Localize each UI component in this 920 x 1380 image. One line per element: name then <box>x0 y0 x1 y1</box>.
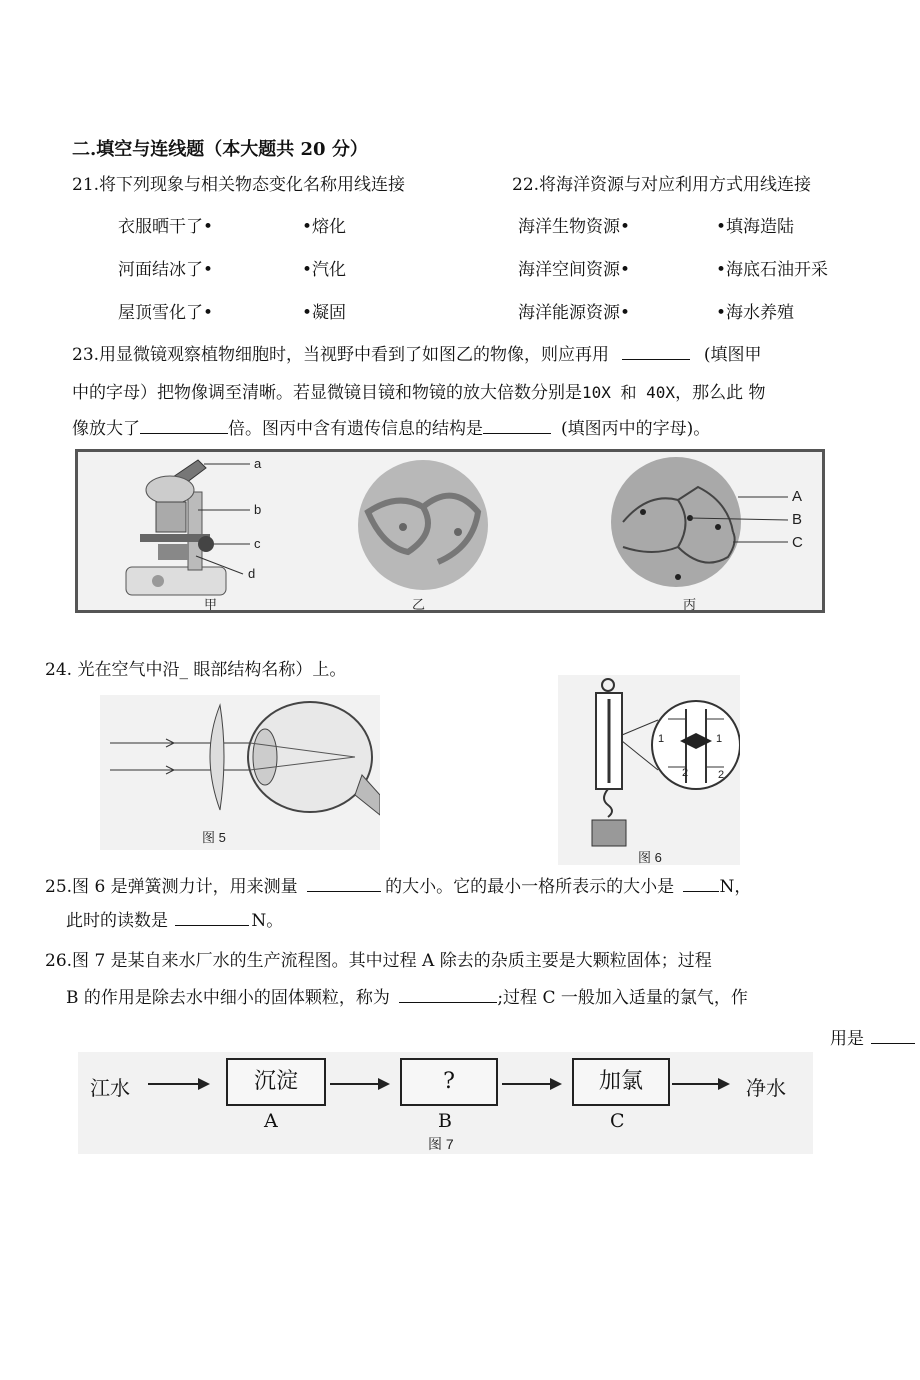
q21-right-item: •凝固 <box>302 303 347 323</box>
q21-right-item: •熔化 <box>302 217 347 237</box>
q25-line2-text: 此时的读数是 <box>66 911 168 931</box>
scale-mark: 2 <box>718 769 725 781</box>
q26-line3 <box>830 1024 915 1049</box>
q25-line1 <box>45 872 751 897</box>
q23-line1 <box>72 340 762 365</box>
q25-blank-3[interactable] <box>175 911 249 926</box>
flow-step-b-box: ? <box>400 1058 498 1106</box>
q23-line3-mid: 倍。图丙中含有遗传信息的结构是 <box>228 419 483 439</box>
caption-bing: 丙 <box>683 597 697 612</box>
q25-line1-mid: 的大小。它的最小一格所表示的大小是 <box>385 877 675 897</box>
q23-line3-tail: (填图丙中的字母)。 <box>561 419 711 439</box>
q23-line3-text: 像放大了 <box>72 419 140 439</box>
q25-blank-1[interactable] <box>307 877 381 892</box>
q26-line2-tail: ;过程 C 一般加入适量的氯气，作 <box>497 988 748 1008</box>
q23-line2-tail: ，那么此 物 <box>675 383 766 403</box>
q26-line2-text: B 的作用是除去水中细小的固体颗粒，称为 <box>66 988 390 1008</box>
figure-5-caption: 图 5 <box>202 830 226 845</box>
q23-blank-2[interactable] <box>140 419 228 434</box>
eye-icon <box>248 702 380 815</box>
figure-5 <box>100 695 380 850</box>
label-B: B <box>792 511 803 528</box>
flow-step-c-box: 加氯 <box>572 1058 670 1106</box>
label-C: C <box>792 534 803 551</box>
label-b: b <box>254 502 262 517</box>
figure-6 <box>558 675 740 865</box>
figure-6-caption: 图 6 <box>638 850 662 865</box>
flow-start: 江水 <box>90 1076 130 1100</box>
q25-blank-2[interactable] <box>683 877 719 892</box>
flow-end: 净水 <box>746 1076 786 1100</box>
q22-right-item: •填海造陆 <box>716 217 795 237</box>
flow-letter-a: A <box>264 1110 278 1132</box>
scale-mark: 1 <box>658 733 665 745</box>
q25-line2-tail: N。 <box>251 911 284 931</box>
section-title: 二.填空与连线题（本大题共 20 分） <box>72 139 368 160</box>
q21-left-item: 衣服晒干了• <box>118 217 214 237</box>
q26-line2 <box>66 983 748 1008</box>
cell-view-yi <box>358 460 488 590</box>
q25-line1-text: 25.图 6 是弹簧测力计，用来测量 <box>45 877 298 897</box>
caption-yi: 乙 <box>412 597 426 612</box>
label-c: c <box>254 536 261 551</box>
q26-line3-text: 用是 <box>830 1029 864 1049</box>
eye-diagram-svg <box>100 695 380 850</box>
q22-right-item: •海水养殖 <box>716 303 795 323</box>
q25-line1-tail: N， <box>719 877 752 897</box>
label-a: a <box>254 456 262 471</box>
figure-7-caption: 图 7 <box>428 1136 454 1152</box>
q23-blank-1[interactable] <box>622 345 690 360</box>
q21-right-item: •汽化 <box>302 260 347 280</box>
q22-prompt: 22.将海洋资源与对应利用方式用线连接 <box>512 175 812 195</box>
scale-mark: 1 <box>716 733 723 745</box>
q23-line3 <box>72 414 710 439</box>
q23-blank-3[interactable] <box>483 419 551 434</box>
q21-left-item: 屋顶雪化了• <box>118 303 214 323</box>
flow-letter-c: C <box>610 1110 625 1132</box>
q26-line1: 26.图 7 是某自来水厂水的生产流程图。其中过程 A 除去的杂质主要是大颗粒固体；过程 <box>45 951 712 971</box>
spring-scale-icon <box>592 679 626 846</box>
flow-letter-b: B <box>438 1110 452 1132</box>
q21-left-item: 河面结冰了• <box>118 260 214 280</box>
microscope-icon <box>126 460 226 595</box>
microscope-figure-svg <box>78 452 822 610</box>
q23-line2-text: 中的字母）把物像调至清晰。若显微镜目镜和物镜的放大倍数分别是 <box>72 383 582 403</box>
label-d: d <box>248 566 256 581</box>
figure-7 <box>78 1052 813 1154</box>
q23-figure <box>75 449 825 613</box>
cell-view-bing <box>611 457 741 587</box>
q23-magnification: 10X 和 40X <box>582 383 676 402</box>
caption-jia: 甲 <box>204 597 218 612</box>
q26-blank-1[interactable] <box>399 988 497 1003</box>
q24-text: 24. 光在空气中沿_ 眼部结构名称）上。 <box>45 660 347 680</box>
scale-mark: 2 <box>682 767 689 779</box>
label-A: A <box>792 488 803 505</box>
q21-prompt: 21.将下列现象与相关物态变化名称用线连接 <box>72 175 406 195</box>
q22-left-item: 海洋空间资源• <box>518 260 631 280</box>
q26-blank-2[interactable] <box>871 1029 915 1044</box>
q23-line1-tail: (填图甲 <box>703 345 762 365</box>
q23-line1-text: 23.用显微镜观察植物细胞时，当视野中看到了如图乙的物像，则应再用 <box>72 345 610 365</box>
q23-line2 <box>72 378 765 403</box>
flow-step-a-box: 沉淀 <box>226 1058 326 1106</box>
q22-right-item: •海底石油开采 <box>716 260 829 280</box>
q22-left-item: 海洋能源资源• <box>518 303 631 323</box>
q22-left-item: 海洋生物资源• <box>518 217 631 237</box>
q25-line2 <box>66 906 283 931</box>
spring-scale-svg <box>558 675 740 865</box>
